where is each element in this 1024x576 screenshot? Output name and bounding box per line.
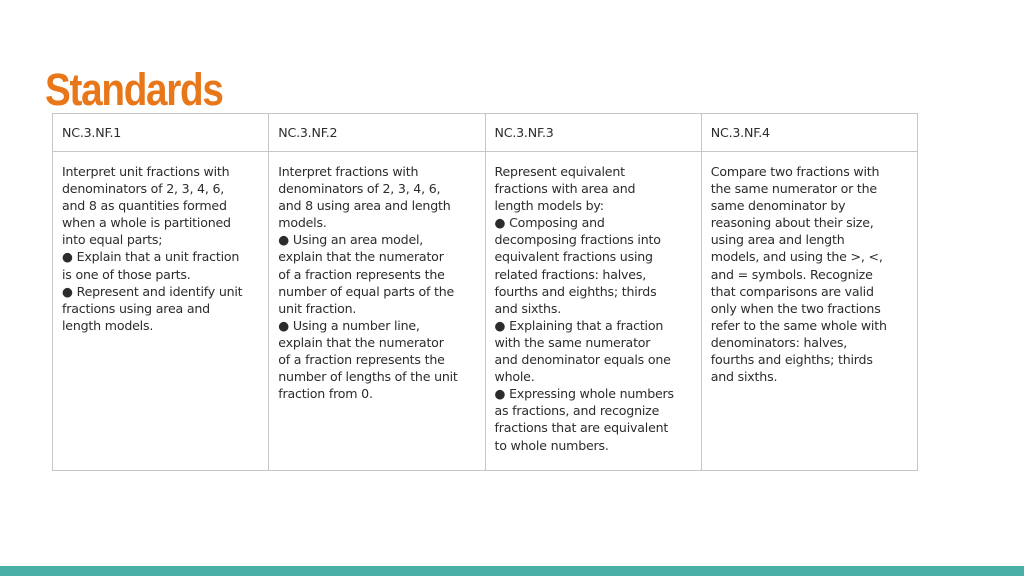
cell-text-line: and 8 as quantities formed xyxy=(62,198,227,214)
cell-text-line: related fractions: halves, xyxy=(494,266,646,282)
cell-text-line: fractions using area and xyxy=(62,300,210,316)
cell-text-line: as fractions, and recognize xyxy=(494,403,660,419)
cell-text-line: unit fraction. xyxy=(278,300,357,316)
cell-text-line: Represent equivalent xyxy=(494,164,625,179)
header-nc-3-nf-4: NC.3.NF.4 xyxy=(701,114,917,152)
footer-accent-bar xyxy=(0,566,1024,576)
cell-text-line: that comparisons are valid xyxy=(710,283,874,299)
header-nc-3-nf-2: NC.3.NF.2 xyxy=(269,114,485,152)
cell-text-line: fractions with area and xyxy=(494,181,636,197)
cell-text-line: refer to the same whole with xyxy=(710,317,887,333)
cell-text-line: models. xyxy=(278,215,327,231)
cell-text-line: length models by: xyxy=(494,198,604,214)
cell-text-line: and = symbols. Recognize xyxy=(710,266,873,282)
cell-text-line: number of equal parts of the xyxy=(278,283,455,299)
cell-text-line: ● Explain that a unit fraction xyxy=(62,249,240,265)
standard-cell-nf-4 xyxy=(701,152,917,471)
cell-text-line: using area and length xyxy=(710,232,845,248)
cell-text-line: ● Represent and identify unit xyxy=(62,283,243,299)
cell-text-line: whole. xyxy=(494,369,535,385)
cell-text-line: models, and using the >, <, xyxy=(710,249,883,265)
cell-text-line: and denominator equals one xyxy=(494,352,671,368)
cell-text-line: ● Composing and xyxy=(494,215,605,231)
cell-text-line: when a whole is partitioned xyxy=(62,215,231,231)
cell-text-line: fraction from 0. xyxy=(278,386,373,402)
cell-text-line: into equal parts; xyxy=(62,232,163,248)
cell-text-line: of a fraction represents the xyxy=(278,352,445,368)
cell-text-line: denominators of 2, 3, 4, 6, xyxy=(62,181,225,197)
cell-text-line: Interpret fractions with xyxy=(278,164,419,179)
cell-text-line: of a fraction represents the xyxy=(278,266,445,282)
cell-text-line: same denominator by xyxy=(710,198,846,214)
cell-text-line: denominators: halves, xyxy=(710,334,848,350)
cell-text-line: denominators of 2, 3, 4, 6, xyxy=(278,181,441,197)
slide-title: Standards xyxy=(45,64,223,115)
cell-text-line: and 8 using area and length xyxy=(278,198,451,214)
cell-text-line: and sixths. xyxy=(494,300,561,316)
cell-text-line: equivalent fractions using xyxy=(494,249,653,265)
cell-text-line: is one of those parts. xyxy=(62,266,191,282)
cell-text-line: ● Using a number line, xyxy=(278,317,420,333)
cell-text-line: explain that the numerator xyxy=(278,334,444,350)
standards-table xyxy=(52,113,918,471)
cell-text-line: the same numerator or the xyxy=(710,181,877,197)
cell-text-line: to whole numbers. xyxy=(494,437,609,453)
cell-text-line: Interpret unit fractions with xyxy=(62,164,230,179)
table-header-row xyxy=(53,114,918,152)
standard-cell-nf-1 xyxy=(53,152,269,471)
header-nc-3-nf-1: NC.3.NF.1 xyxy=(53,114,269,152)
cell-text-line: ● Explaining that a fraction xyxy=(494,317,664,333)
standard-cell-nf-3 xyxy=(485,152,701,471)
cell-text-line: with the same numerator xyxy=(494,334,651,350)
standard-cell-nf-2 xyxy=(269,152,485,471)
cell-text-line: explain that the numerator xyxy=(278,249,444,265)
cell-text-line: fourths and eighths; thirds xyxy=(710,352,873,368)
table-row xyxy=(53,152,918,471)
cell-text-line: decomposing fractions into xyxy=(494,232,661,248)
cell-text-line: fractions that are equivalent xyxy=(494,420,669,436)
cell-text-line: number of lengths of the unit xyxy=(278,369,458,385)
cell-text-line: Compare two fractions with xyxy=(710,164,880,179)
header-nc-3-nf-3: NC.3.NF.3 xyxy=(485,114,701,152)
cell-text-line: length models. xyxy=(62,317,154,333)
cell-text-line: ● Expressing whole numbers xyxy=(494,386,674,402)
cell-text-line: only when the two fractions xyxy=(710,300,881,316)
cell-text-line: fourths and eighths; thirds xyxy=(494,283,657,299)
cell-text-line: reasoning about their size, xyxy=(710,215,874,231)
cell-text-line: and sixths. xyxy=(710,369,778,385)
cell-text-line: ● Using an area model, xyxy=(278,232,424,248)
